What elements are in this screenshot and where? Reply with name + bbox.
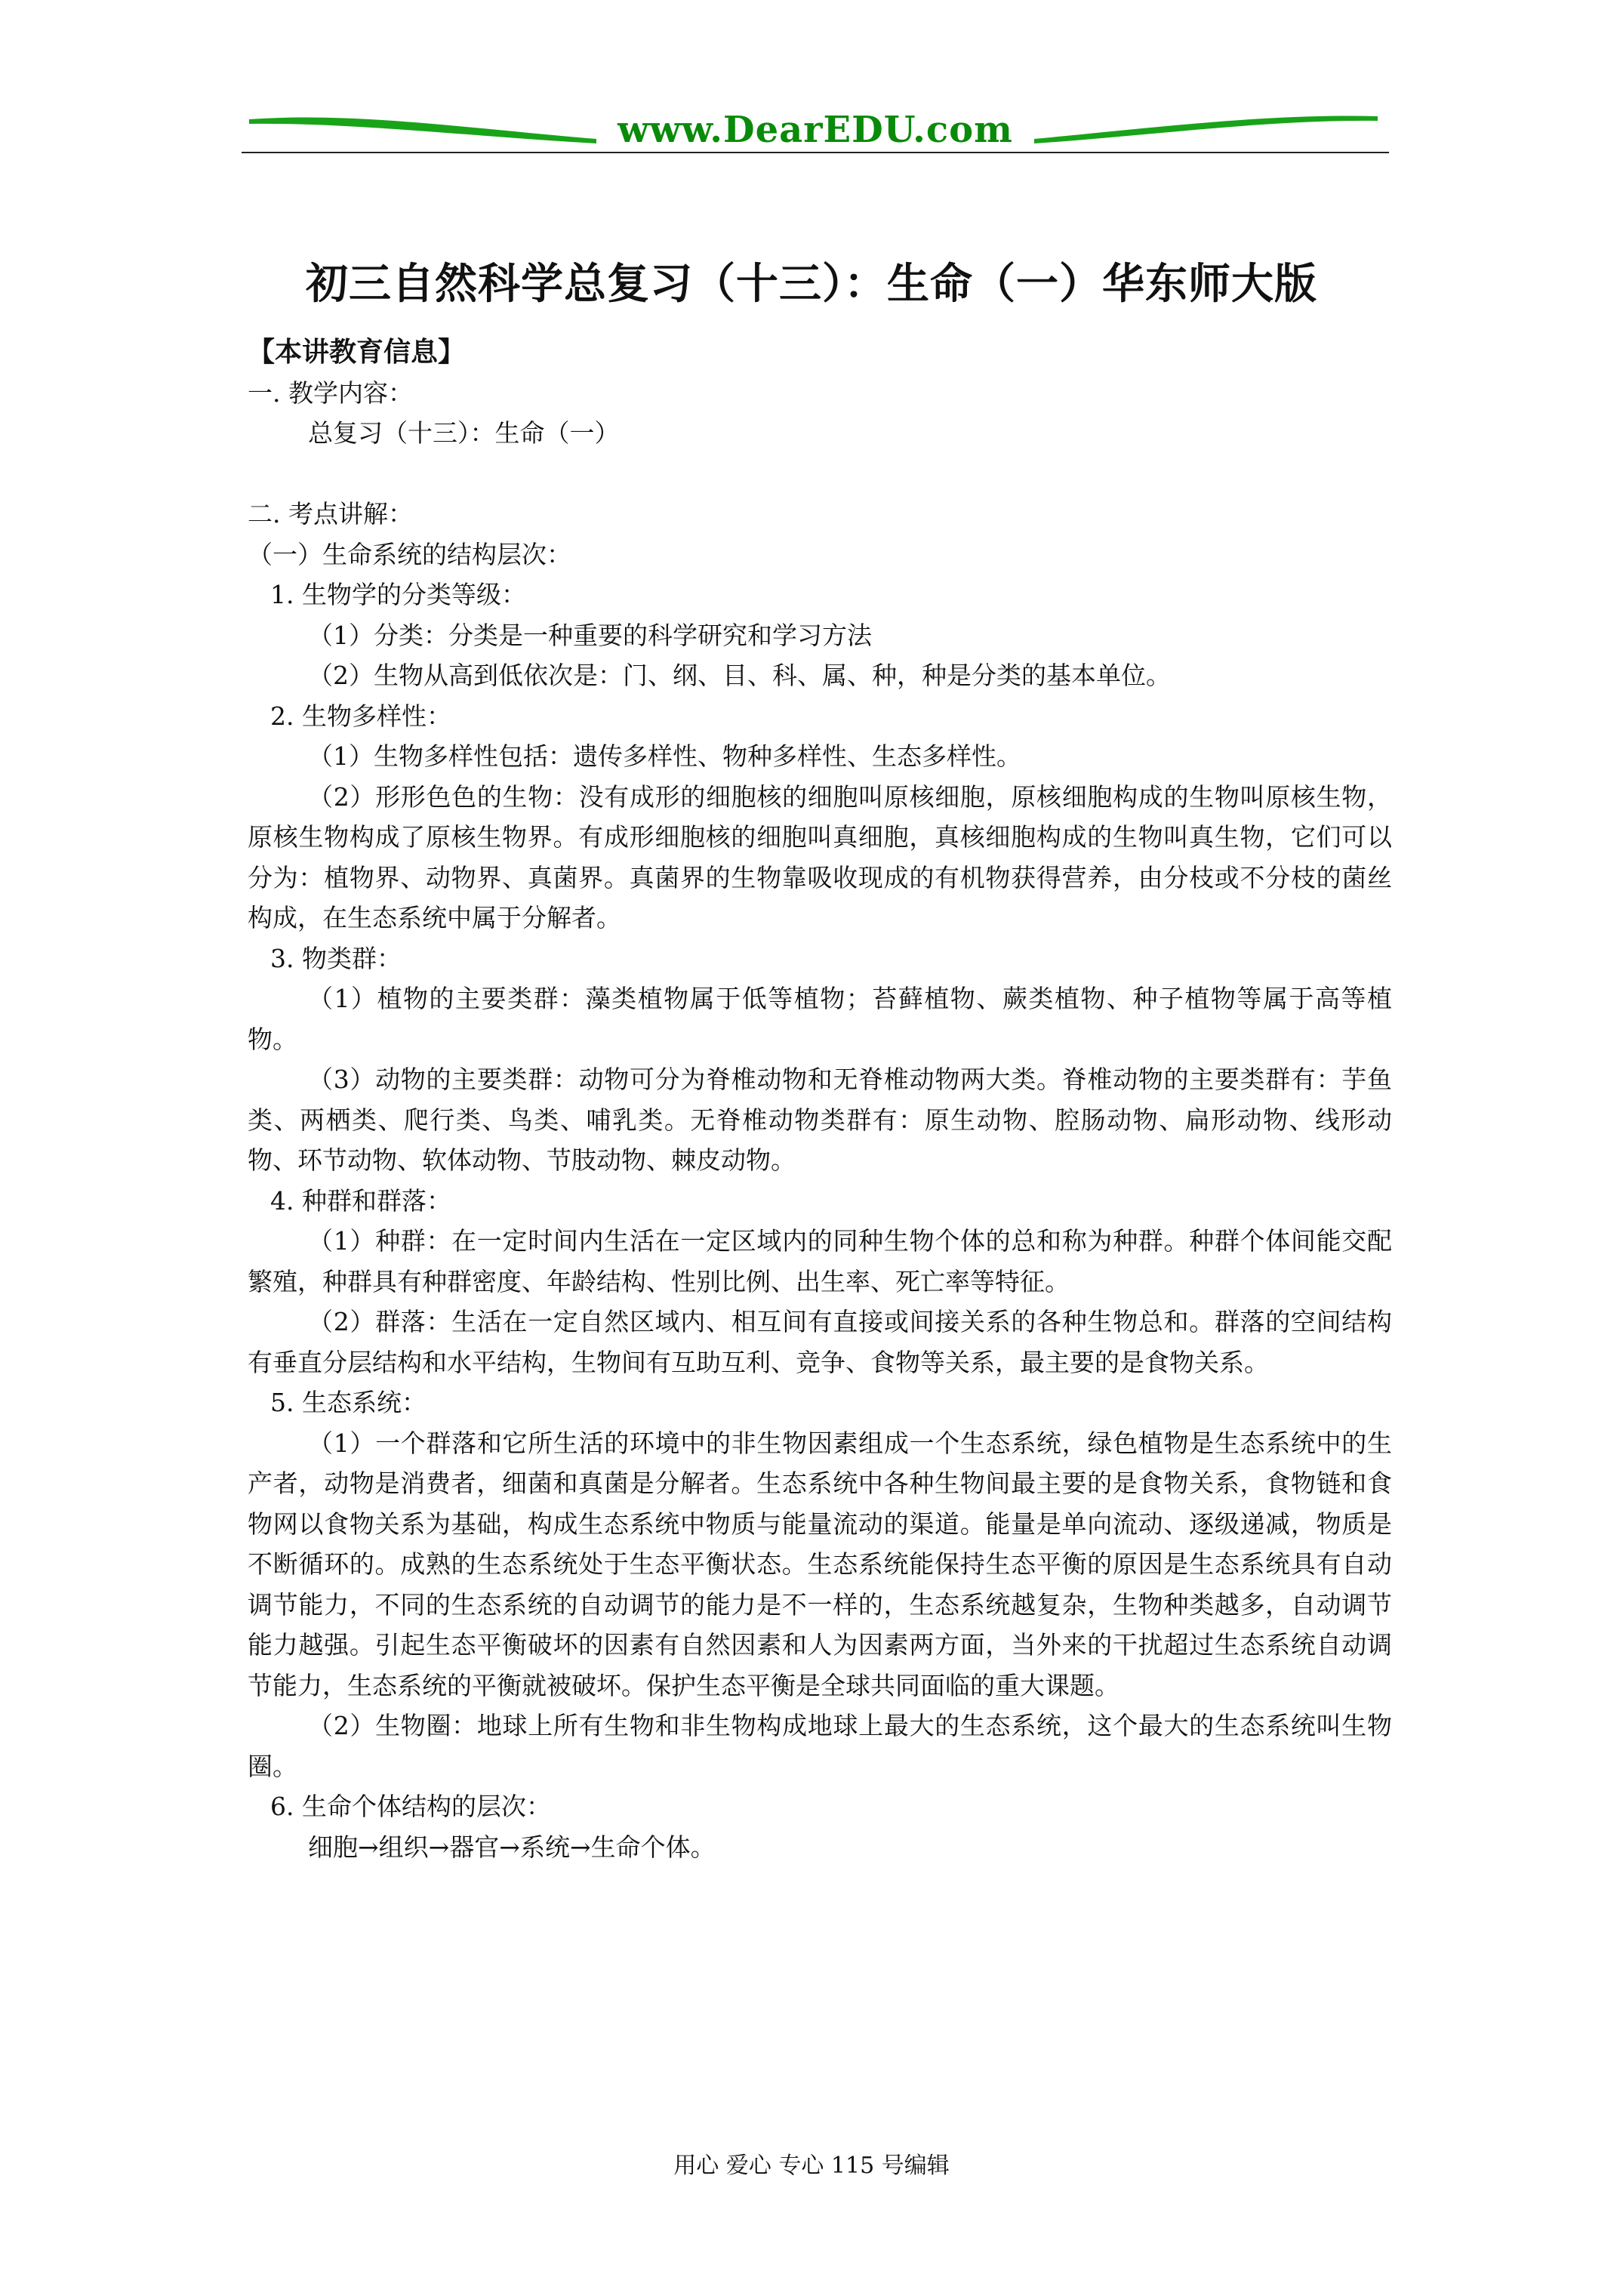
section-heading: 【本讲教育信息】 bbox=[248, 337, 466, 368]
content-paragraph: （2）形形色色的生物：没有成形的细胞核的细胞叫原核细胞，原核细胞构成的生物叫原核生物，原核生物构成了原核生物界。有成形细胞核的细胞叫真细胞，真核细胞构成的生物叫真生物，它们可以分为：植物界、动物界、真菌界。真菌界的生物靠吸收现成的有机物获得营养，由分枝或不分枝的菌丝构成，在生态系统中属于分解者。 bbox=[248, 781, 1392, 932]
content-subheading: 4. 种群和群落： bbox=[270, 1185, 451, 1216]
content-line: （2）生物从高到低依次是：门、纲、目、科、属、种，种是分类的基本单位。 bbox=[308, 661, 1171, 690]
site-header-banner bbox=[242, 106, 1389, 159]
site-logo-text: www.DearEDU.com bbox=[617, 109, 1013, 151]
content-subheading: 2. 生物多样性： bbox=[270, 701, 451, 731]
document-body bbox=[248, 332, 1392, 1867]
content-line: 总复习（十三）：生命（一） bbox=[308, 418, 620, 448]
content-paragraph: （1）一个群落和它所生活的环境中的非生物因素组成一个生态系统，绿色植物是生态系统中的生产者，动物是消费者，细菌和真菌是分解者。生态系统中各种生物间最主要的是食物关系，食物链和食物网以食物关系为基础，构成生态系统中物质与能量流动的渠道。能量是单向流动、逐级递减，物质是不断循环的。成熟的生态系统处于生态平衡状态。生态系统能保持生态平衡的原因是生态系统具有自动调节能力，不同的生态系统的自动调节的能力是不一样的，生态系统越复杂，生物种类越多，自动调节能力越强。引起生态平衡破坏的因素有自然因素和人为因素两方面，当外来的干扰超过生态系统自动调节能力，生态系统的平衡就被破坏。保护生态平衡是全球共同面临的重大课题。 bbox=[248, 1428, 1392, 1700]
page-footer: 用心 爱心 专心 115 号编辑 bbox=[673, 2153, 950, 2179]
content-paragraph: （3）动物的主要类群：动物可分为脊椎动物和无脊椎动物两大类。脊椎动物的主要类群有：芋鱼类、两栖类、爬行类、鸟类、哺乳类。无脊椎动物类群有：原生动物、腔肠动物、扁形动物、线形动物、环节动物、软体动物、节肢动物、棘皮动物。 bbox=[248, 1065, 1392, 1175]
content-subheading: 6. 生命个体结构的层次： bbox=[270, 1792, 551, 1821]
content-paragraph: （2）群落：生活在一定自然区域内、相互间有直接或间接关系的各种生物总和。群落的空间结构有垂直分层结构和水平结构，生物间有互助互利、竞争、食物等关系，最主要的是食物关系。 bbox=[248, 1307, 1392, 1377]
content-heading: 二. 考点讲解： bbox=[248, 499, 413, 529]
content-line: （1）分类：分类是一种重要的科学研究和学习方法 bbox=[308, 620, 872, 650]
content-paragraph: （1）植物的主要类群：藻类植物属于低等植物；苔藓植物、蕨类植物、种子植物等属于高等植物。 bbox=[248, 984, 1392, 1054]
page-title: 初三自然科学总复习（十三）：生命（一）华东师大版 bbox=[306, 260, 1317, 309]
content-line: 细胞→组织→器官→系统→生命个体。 bbox=[308, 1832, 716, 1862]
content-subheading: 1. 生物学的分类等级： bbox=[270, 580, 526, 609]
content-subheading: 5. 生态系统： bbox=[270, 1388, 427, 1417]
content-paragraph: （1）种群：在一定时间内生活在一定区域内的同种生物个体的总和称为种群。种群个体间能交配繁殖，种群具有种群密度、年龄结构、性别比例、出生率、死亡率等特征。 bbox=[248, 1226, 1392, 1296]
blank-line bbox=[248, 454, 1392, 495]
content-heading: （一）生命系统的结构层次： bbox=[248, 539, 571, 569]
content-paragraph: （2）生物圈：地球上所有生物和非生物构成地球上最大的生态系统，这个最大的生态系统叫生物圈。 bbox=[248, 1711, 1392, 1781]
content-line: （1）生物多样性包括：遗传多样性、物种多样性、生态多样性。 bbox=[308, 741, 1021, 771]
content-heading: 一. 教学内容： bbox=[248, 378, 413, 408]
content-subheading: 3. 物类群： bbox=[270, 943, 402, 973]
